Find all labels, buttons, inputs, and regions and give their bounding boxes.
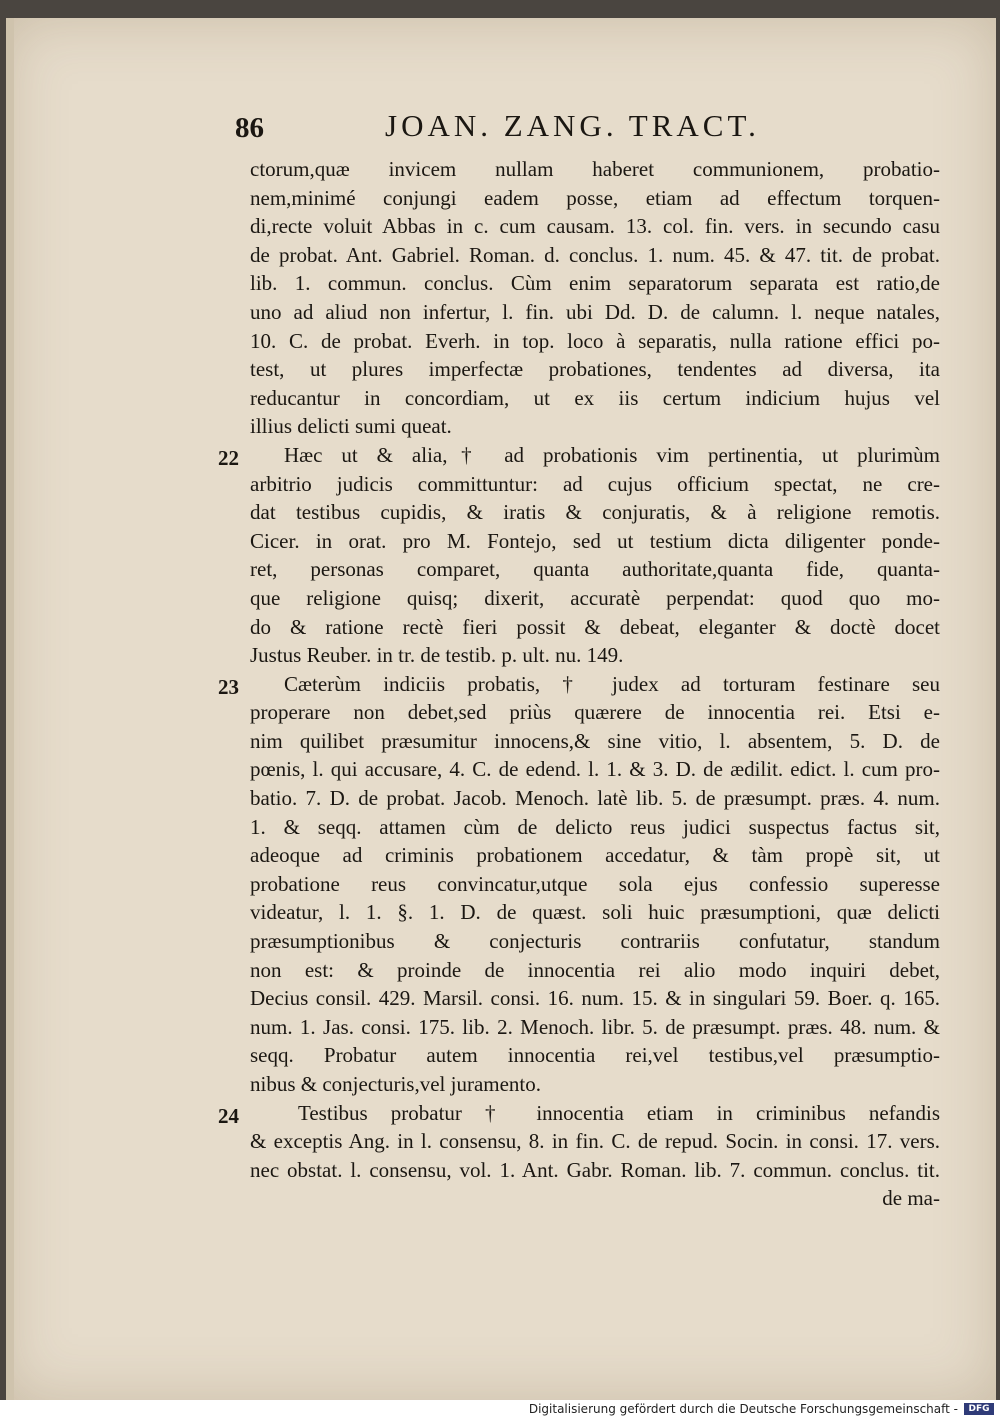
- text-line: præsumptionibus & conjecturis contrariis confutatur, standum: [250, 929, 940, 954]
- page-number: 86: [235, 112, 264, 144]
- text-line: dat testibus cupidis, & iratis & conjuratis, & à religione remotis.: [250, 500, 940, 525]
- text-line: properare non debet,sed priùs quærere de innocentia rei. Etsi e-: [250, 700, 940, 725]
- body-text: [250, 155, 940, 1213]
- text-line: uno ad aliud non infertur, l. fin. ubi Dd. D. de calumn. l. neque natales,: [250, 299, 940, 324]
- text-line: Justus Reuber. in tr. de testib. p. ult. nu. 149.: [250, 643, 624, 668]
- text-line: nim quilibet præsumitur innocens,& sine vitio, l. absentem, 5. D. de: [250, 728, 940, 753]
- text-line: adeoque ad criminis probationem accedatur, & tàm propè sit, ut: [250, 843, 940, 868]
- text-line: batio. 7. D. de probat. Jacob. Menoch. latè lib. 5. de præsumpt. præs. 4. num.: [250, 786, 940, 811]
- text-line: videatur, l. 1. §. 1. D. de quæst. soli huic præsumptioni, quæ delicti: [250, 900, 940, 925]
- text-line: num. 1. Jas. consi. 175. lib. 2. Menoch. libr. 5. de præsumpt. præs. 48. num. &: [250, 1014, 940, 1039]
- footer-bar: [0, 1400, 1000, 1419]
- text-line: probatione reus convincatur,utque sola ejus confessio superesse: [250, 871, 940, 896]
- text-line: Decius consil. 429. Marsil. consi. 16. num. 15. & in singulari 59. Boer. q. 165.: [250, 986, 940, 1011]
- text-line: do & ratione rectè fieri possit & debeat, eleganter & doctè docet: [250, 614, 940, 639]
- text-line: di,recte voluit Abbas in c. cum causam. 13. col. fin. vers. in secundo casu: [250, 214, 940, 239]
- text-line: que religione quisq; dixerit, accuratè perpendat: quod quo mo-: [250, 585, 940, 610]
- margin-number-23: 23: [218, 675, 239, 699]
- page-header: [235, 108, 765, 158]
- text-line: reducantur in concordiam, ut ex iis certum indicium hujus vel: [250, 385, 940, 410]
- text-line: nem,minimé conjungi eadem posse, etiam ad effectum torquen-: [250, 185, 940, 210]
- text-line: de probat. Ant. Gabriel. Roman. d. conclus. 1. num. 45. & 47. tit. de probat.: [250, 242, 940, 267]
- running-head: JOAN. ZANG. TRACT.: [385, 108, 760, 143]
- margin-number-22: 22: [218, 446, 239, 470]
- text-line: pœnis, l. qui accusare, 4. C. de edend. l. 1. & 3. D. de ædilit. edict. l. cum pro-: [250, 757, 940, 782]
- text-line: arbitrio judicis committuntur: ad cujus officium spectat, ne cre-: [250, 471, 940, 496]
- page-edge: [6, 18, 14, 1400]
- text-line: 1. & seqq. attamen cùm de delicto reus judici suspectus factus sit,: [250, 814, 940, 839]
- text-line: ctorum,quæ invicem nullam haberet communionem, probatio-: [250, 157, 940, 181]
- text-line: non est: & proinde de innocentia rei alio modo inquiri debet,: [250, 957, 940, 982]
- text-line: Hæc ut & alia,† ad probationis vim pertinentia, ut plurimùm: [284, 442, 940, 467]
- margin-number-24: 24: [218, 1104, 239, 1128]
- text-line: lib. 1. commun. conclus. Cùm enim separatorum separata est ratio,de: [250, 271, 940, 296]
- text-line: test, ut plures imperfectæ probationes, tendentes ad diversa, ita: [250, 357, 940, 382]
- text-line: illius delicti sumi queat.: [250, 414, 452, 439]
- dfg-logo-icon: DFG: [964, 1403, 994, 1415]
- text-line: ret, personas comparet, quanta authoritate,quanta fide, quanta-: [250, 557, 940, 582]
- text-line: nibus & conjecturis,vel juramento.: [250, 1072, 542, 1096]
- text-line: 10. C. de probat. Everh. in top. loco à separatis, nulla ratione effici po-: [250, 328, 940, 353]
- text-line: seqq. Probatur autem innocentia rei,vel testibus,vel præsumptio-: [250, 1043, 940, 1068]
- catchword: de ma-: [882, 1186, 940, 1211]
- text-line: nec obstat. l. consensu, vol. 1. Ant. Gabr. Roman. lib. 7. commun. conclus. tit.: [250, 1157, 940, 1182]
- text-line: Cicer. in orat. pro M. Fontejo, sed ut testium dicta diligenter ponde-: [250, 528, 940, 553]
- text-line: & exceptis Ang. in l. consensu, 8. in fin. C. de repud. Socin. in consi. 17. vers.: [250, 1129, 940, 1154]
- text-line: Testibus probatur † innocentia etiam in criminibus nefandis: [298, 1100, 940, 1125]
- footer-credit: Digitalisierung gefördert durch die Deutsche Forschungsgemeinschaft -: [528, 1402, 958, 1416]
- text-line: Cæterùm indiciis probatis, † judex ad torturam festinare seu: [284, 671, 940, 696]
